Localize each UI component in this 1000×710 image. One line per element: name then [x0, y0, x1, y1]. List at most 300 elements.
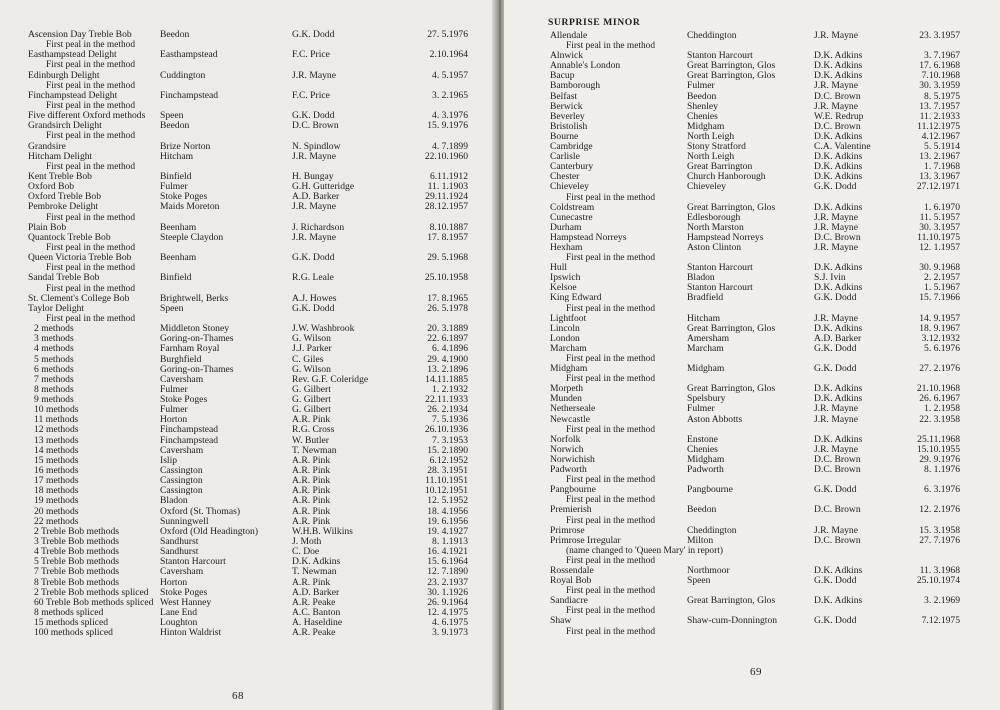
- peal-date: 11. 2.1933: [919, 110, 960, 122]
- peal-place: Stoke Poges: [160, 191, 208, 203]
- peal-ringer: D.K. Adkins: [814, 564, 863, 576]
- method-note: First peal in the method: [46, 131, 136, 142]
- peal-date: 7.12.1975: [921, 615, 960, 627]
- peal-place: Farnham Royal: [160, 343, 220, 355]
- peal-name: 5 methods: [34, 353, 74, 365]
- peal-name: Chester: [550, 171, 580, 183]
- peal-date: 12. 7.1890: [427, 566, 468, 578]
- peal-name: Grandsirch Delight: [28, 120, 102, 132]
- peal-row: [0, 385, 496, 395]
- peal-date: 27. 2.1976: [919, 363, 960, 375]
- peal-place: Burghfield: [160, 353, 202, 365]
- peal-name: Chieveley: [550, 181, 589, 193]
- peal-date: 15. 7.1966: [919, 292, 960, 304]
- peal-date: 19. 6.1956: [427, 515, 468, 527]
- peal-ringer: D.C. Brown: [814, 504, 861, 516]
- peal-date: 28. 3.1951: [427, 465, 468, 477]
- peal-row: [504, 415, 1000, 425]
- peal-place: Finchampstead: [160, 89, 219, 101]
- peal-date: 22.11.1933: [425, 394, 468, 406]
- peal-place: Speen: [160, 110, 184, 122]
- peal-ringer: A.R. Pink: [292, 454, 331, 466]
- peal-place: Cassington: [160, 485, 203, 497]
- peal-place: Great Barrington, Glos: [687, 383, 776, 395]
- peal-date: 25.10.1974: [916, 575, 960, 587]
- peal-ringer: J.R. Mayne: [814, 241, 858, 253]
- peal-name: Oxford Bob: [28, 181, 75, 193]
- peal-name: 3 methods: [34, 333, 74, 345]
- peal-row: [0, 375, 496, 385]
- peal-ringer: C. Doe: [292, 546, 320, 558]
- method-note: First peal in the method: [566, 495, 656, 506]
- peal-place: Sandhurst: [160, 536, 199, 548]
- peal-place: Aston Abbotts: [687, 413, 743, 425]
- peal-place: Milton: [687, 534, 714, 546]
- note-row: [0, 314, 496, 324]
- peal-place: Beedon: [687, 90, 717, 102]
- peal-name: 8 Treble Bob methods: [34, 576, 120, 588]
- peal-ringer: G. Gilbert: [292, 383, 331, 395]
- peal-place: Shaw-cum-Donnington: [687, 615, 778, 627]
- method-note: First peal in the method: [566, 253, 656, 264]
- peal-ringer: A.J. Howes: [292, 292, 337, 304]
- peal-ringer: D.K. Adkins: [814, 171, 863, 183]
- section-heading: SURPRISE MINOR: [548, 17, 641, 28]
- peal-name: Belfast: [550, 90, 578, 102]
- peal-row: [0, 355, 496, 365]
- peal-date: 29. 5.1968: [427, 252, 468, 264]
- peal-place: Easthampstead: [160, 49, 218, 61]
- peal-ringer: D.K. Adkins: [814, 383, 863, 395]
- peal-row: [504, 576, 1000, 586]
- peal-place: Stoke Poges: [160, 586, 208, 598]
- peal-date: 5. 5.1914: [924, 141, 960, 153]
- peal-date: 26. 6.1967: [919, 393, 960, 405]
- peal-date: 8.10.1887: [429, 221, 468, 233]
- peal-date: 16. 4.1921: [427, 546, 468, 558]
- peal-name: London: [550, 332, 580, 344]
- peal-place: Horton: [160, 576, 188, 588]
- peal-place: Stanton Harcourt: [687, 50, 753, 62]
- peal-date: 18. 4.1956: [427, 505, 468, 517]
- peal-name: 6 methods: [34, 363, 74, 375]
- method-note: First peal in the method: [566, 515, 656, 526]
- peal-place: Horton: [160, 414, 188, 426]
- peal-ringer: J.R. Mayne: [814, 211, 858, 223]
- peal-name: Royal Bob: [550, 575, 592, 587]
- peal-row: [0, 304, 496, 314]
- peal-ringer: Rev. G.F. Coleridge: [292, 373, 369, 385]
- peal-name: Marcham: [550, 342, 587, 354]
- peal-ringer: J.R. Mayne: [814, 524, 858, 536]
- peal-place: Brize Norton: [160, 140, 211, 152]
- peal-name: Pangbourne: [550, 484, 596, 496]
- method-note: (name changed to 'Queen Mary' in report): [566, 545, 723, 556]
- peal-name: Cambridge: [550, 141, 593, 153]
- peal-name: Beverley: [550, 110, 585, 122]
- peal-place: North Marston: [687, 221, 744, 233]
- peal-name: 2 methods: [34, 323, 74, 335]
- peal-date: 12. 5.1952: [427, 495, 468, 507]
- peal-date: 6.11.1912: [429, 170, 468, 182]
- peal-ringer: G. Gilbert: [292, 404, 331, 416]
- peal-name: Sandiacre: [550, 595, 588, 607]
- peal-name: Pembroke Delight: [28, 201, 99, 213]
- peal-place: Binfield: [160, 272, 192, 284]
- peal-name: Netherseale: [550, 403, 596, 415]
- peal-ringer: J.R. Mayne: [292, 231, 336, 243]
- peal-name: 20 methods: [34, 505, 79, 517]
- peal-name: Oxford Treble Bob: [28, 191, 102, 203]
- peal-date: 3.12.1932: [921, 332, 960, 344]
- peal-name: 22 methods: [34, 515, 79, 527]
- peal-ringer: D.K. Adkins: [814, 151, 863, 163]
- peal-place: Stony Stratford: [687, 141, 746, 153]
- peal-name: Hull: [550, 262, 568, 274]
- peal-date: 2. 2.1957: [924, 272, 960, 284]
- peal-name: 10 methods: [34, 404, 79, 416]
- peal-name: Cunecastre: [550, 211, 593, 223]
- peal-name: Berwick: [550, 100, 583, 112]
- peal-ringer: D.C. Brown: [814, 464, 861, 476]
- peal-ringer: C.A. Valentine: [814, 141, 871, 153]
- peal-date: 11.10.1951: [425, 475, 468, 487]
- note-row: [0, 131, 496, 141]
- peal-ringer: N. Spindlow: [292, 140, 341, 152]
- peal-name: 3 Treble Bob methods: [34, 536, 120, 548]
- peal-ringer: J.R. Mayne: [814, 443, 858, 455]
- note-row: [504, 627, 1000, 637]
- peal-date: 12. 4.1975: [427, 607, 468, 619]
- peal-row: [0, 152, 496, 162]
- peal-place: Binfield: [160, 170, 192, 182]
- peal-place: Great Barrington, Glos: [687, 201, 776, 213]
- peal-place: Aston Clinton: [687, 241, 742, 253]
- peal-date: 1. 6.1970: [924, 201, 960, 213]
- peal-name: 15 methods spliced: [34, 617, 109, 629]
- peal-name: Kent Treble Bob: [28, 170, 92, 182]
- peal-ringer: A.R. Pink: [292, 475, 331, 487]
- peal-place: Loughton: [160, 617, 198, 629]
- peal-place: Padworth: [687, 464, 724, 476]
- peal-place: Brightwell, Berks: [160, 292, 229, 304]
- peal-ringer: G. Wilson: [292, 333, 331, 345]
- peal-row: [504, 31, 1000, 41]
- peal-ringer: D.K. Adkins: [814, 393, 863, 405]
- peal-date: 1. 7.1968: [924, 161, 960, 173]
- peal-date: 26.10.1936: [424, 424, 468, 436]
- note-row: [504, 546, 1000, 556]
- peal-row: [0, 202, 496, 212]
- method-note: First peal in the method: [566, 354, 656, 364]
- peal-ringer: A.R. Peake: [292, 627, 336, 639]
- peal-place: Church Hanborough: [687, 171, 766, 183]
- peal-place: Hampstead Norreys: [687, 231, 764, 243]
- peal-date: 29. 4.1900: [427, 353, 468, 365]
- peal-ringer: G.K. Dodd: [292, 110, 335, 122]
- peal-ringer: J.R. Mayne: [814, 312, 858, 324]
- peal-ringer: G.K. Dodd: [814, 615, 857, 627]
- peal-ringer: D.C. Brown: [292, 120, 339, 132]
- peal-ringer: G.K. Dodd: [814, 484, 857, 496]
- peal-date: 10.12.1951: [424, 485, 468, 497]
- peal-ringer: J.R. Mayne: [814, 30, 858, 41]
- peal-date: 17. 6.1968: [919, 60, 960, 72]
- peal-row: [0, 273, 496, 283]
- peal-row: [504, 182, 1000, 192]
- peal-date: 12. 1.1957: [919, 241, 960, 253]
- peal-date: 15.10.1955: [916, 443, 960, 455]
- peal-ringer: A.R. Pink: [292, 576, 331, 588]
- peal-date: 1. 5.1967: [924, 282, 960, 294]
- method-note: First peal in the method: [566, 41, 656, 52]
- peal-ringer: W.H.B. Wilkins: [292, 525, 353, 537]
- peal-place: Fulmer: [160, 181, 188, 193]
- peal-name: Bacup: [550, 70, 575, 82]
- peal-date: 13. 3.1967: [919, 171, 960, 183]
- peal-ringer: D.C. Brown: [814, 120, 861, 132]
- peal-date: 23. 2.1937: [427, 576, 468, 588]
- peal-date: 26. 5.1978: [427, 302, 468, 314]
- peal-row: [504, 293, 1000, 303]
- peal-place: Speen: [687, 575, 711, 587]
- peal-ringer: A.D. Barker: [292, 586, 340, 598]
- peal-date: 13. 2.1896: [427, 363, 468, 375]
- peal-place: Great Barrington: [687, 161, 753, 173]
- peal-place: Cheddington: [687, 30, 737, 41]
- peal-name: Sandal Treble Bob: [28, 272, 100, 284]
- peal-name: Canterbury: [550, 161, 594, 173]
- peal-date: 29. 9.1976: [919, 453, 960, 465]
- peal-date: 1. 2.1958: [924, 403, 960, 415]
- peal-place: Caversham: [160, 373, 204, 385]
- peal-ringer: D.K. Adkins: [814, 433, 863, 445]
- peal-date: 22.10.1960: [424, 150, 468, 162]
- peal-date: 25.11.1968: [917, 433, 960, 445]
- peal-name: 2 Treble Bob methods: [34, 525, 120, 537]
- peal-name: 18 methods: [34, 485, 79, 497]
- peal-row: [0, 50, 496, 60]
- peal-ringer: J. Moth: [292, 536, 322, 548]
- peal-date: 5. 6.1976: [924, 342, 960, 354]
- peal-ringer: D.K. Adkins: [292, 556, 341, 568]
- peal-place: Amersham: [687, 332, 730, 344]
- peal-place: Fulmer: [687, 80, 715, 92]
- peal-date: 18. 9.1967: [919, 322, 960, 334]
- peal-ringer: G.K. Dodd: [814, 181, 857, 193]
- peal-name: 60 Treble Bob methods spliced: [34, 596, 154, 608]
- peal-date: 6.12.1952: [429, 454, 468, 466]
- peal-date: 27. 7.1976: [919, 534, 960, 546]
- peal-ringer: A.R. Pink: [292, 485, 331, 497]
- peal-date: 14.11.1885: [425, 373, 468, 385]
- peal-date: 15. 3.1958: [919, 524, 960, 536]
- peal-date: 30. 9.1968: [919, 262, 960, 274]
- peal-name: Bristolish: [550, 120, 588, 132]
- peal-ringer: J.R. Mayne: [814, 80, 858, 92]
- peal-ringer: J.R. Mayne: [292, 201, 336, 213]
- peal-name: Munden: [550, 393, 582, 405]
- peal-ringer: R.G. Cross: [292, 424, 335, 436]
- peal-ringer: J.R. Mayne: [814, 221, 858, 233]
- peal-place: Midgham: [687, 120, 725, 132]
- peal-row: [504, 536, 1000, 546]
- peal-name: 2 Treble Bob methods spliced: [34, 586, 149, 598]
- peal-row: [504, 505, 1000, 515]
- peal-date: 26. 9.1964: [427, 596, 468, 608]
- peal-place: Stanton Harcourt: [687, 282, 753, 294]
- right-peal-list: [504, 31, 1000, 637]
- peal-place: Fulmer: [687, 403, 715, 415]
- peal-ringer: D.K. Adkins: [814, 60, 863, 72]
- method-note: First peal in the method: [566, 555, 656, 566]
- peal-row: [0, 344, 496, 354]
- peal-ringer: D.C. Brown: [814, 534, 861, 546]
- peal-name: Ascension Day Treble Bob: [28, 29, 132, 40]
- peal-name: King Edward: [550, 292, 602, 304]
- peal-name: 13 methods: [34, 434, 79, 446]
- peal-row: [0, 172, 496, 182]
- peal-place: Bladon: [687, 272, 715, 284]
- peal-name: Queen Victoria Treble Bob: [28, 252, 132, 264]
- peal-ringer: H. Bungay: [292, 170, 334, 182]
- peal-ringer: F.C. Price: [292, 49, 330, 61]
- peal-place: Middleton Stoney: [160, 323, 230, 335]
- peal-date: 22. 3.1958: [919, 413, 960, 425]
- peal-ringer: G.K. Dodd: [292, 252, 335, 264]
- method-note: First peal in the method: [46, 242, 136, 253]
- peal-name: Hitcham Delight: [28, 150, 93, 162]
- peal-ringer: D.C. Brown: [814, 90, 861, 102]
- peal-ringer: G.H. Gutteridge: [292, 181, 355, 193]
- peal-place: Edlesborough: [687, 211, 741, 223]
- peal-name: 4 Treble Bob methods: [34, 546, 120, 558]
- peal-name: Annable's London: [550, 60, 621, 72]
- peal-name: Lincoln: [550, 322, 580, 334]
- peal-name: Hampstead Norreys: [550, 231, 627, 243]
- peal-place: Chenies: [687, 443, 718, 455]
- peal-ringer: G. Gilbert: [292, 394, 331, 406]
- peal-date: 14. 9.1957: [919, 312, 960, 324]
- peal-date: 29.11.1924: [425, 191, 468, 203]
- peal-date: 7.10.1968: [921, 70, 960, 82]
- peal-ringer: G. Wilson: [292, 363, 331, 375]
- peal-date: 17. 8.1965: [427, 292, 468, 304]
- peal-name: Easthampstead Delight: [28, 49, 117, 61]
- peal-name: 8 methods: [34, 383, 74, 395]
- peal-date: 13. 7.1957: [919, 100, 960, 112]
- peal-name: Durham: [550, 221, 582, 233]
- peal-name: 11 methods: [34, 414, 79, 426]
- peal-name: Newcastle: [550, 413, 590, 425]
- peal-name: Plain Bob: [28, 221, 67, 233]
- peal-date: 2.10.1964: [429, 49, 468, 61]
- peal-date: 25.10.1958: [424, 272, 468, 284]
- peal-ringer: J.R. Mayne: [292, 150, 336, 162]
- method-note: First peal in the method: [46, 263, 136, 274]
- peal-date: 11. 1.1903: [427, 181, 468, 193]
- peal-place: West Hanney: [160, 596, 212, 608]
- peal-date: 26. 2.1934: [427, 404, 468, 416]
- peal-ringer: S.J. Ivin: [814, 272, 846, 284]
- peal-name: Shaw: [550, 615, 572, 627]
- peal-place: Cheddington: [687, 524, 737, 536]
- right-page: [504, 0, 1000, 710]
- peal-place: Chieveley: [687, 181, 726, 193]
- peal-ringer: C. Giles: [292, 353, 324, 365]
- peal-ringer: A.R. Pink: [292, 414, 331, 426]
- peal-name: 14 methods: [34, 444, 79, 456]
- method-note: First peal in the method: [46, 60, 136, 71]
- peal-place: Speen: [160, 302, 184, 314]
- peal-ringer: A.R. Pink: [292, 505, 331, 517]
- peal-place: Cassington: [160, 465, 203, 477]
- peal-name: 8 methods spliced: [34, 607, 104, 619]
- peal-ringer: G.K. Dodd: [292, 302, 335, 314]
- peal-row: [0, 91, 496, 101]
- peal-place: Bladon: [160, 495, 188, 507]
- method-note: First peal in the method: [46, 283, 136, 294]
- peal-place: Stanton Harcourt: [687, 262, 753, 274]
- peal-ringer: A. Haseldine: [292, 617, 343, 629]
- peal-place: Steeple Claydon: [160, 231, 224, 243]
- peal-ringer: D.K. Adkins: [814, 322, 863, 334]
- peal-place: Fulmer: [160, 404, 188, 416]
- peal-place: Oxford (Old Headington): [160, 525, 259, 537]
- peal-date: 30. 3.1959: [919, 80, 960, 92]
- peal-name: Norfolk: [550, 433, 581, 445]
- peal-name: Five different Oxford methods: [28, 110, 146, 122]
- peal-ringer: J.W. Washbrook: [292, 323, 355, 335]
- peal-ringer: A.D. Barker: [292, 191, 340, 203]
- method-note: First peal in the method: [566, 192, 656, 203]
- method-note: First peal in the method: [566, 606, 656, 617]
- method-note: First peal in the method: [566, 303, 656, 314]
- peal-date: 19. 4.1927: [427, 525, 468, 537]
- peal-place: Oxford (St. Thomas): [160, 505, 241, 517]
- peal-row: [0, 233, 496, 243]
- peal-place: Chenies: [687, 110, 718, 122]
- peal-name: Quantock Treble Bob: [28, 231, 111, 243]
- peal-date: 3. 2.1969: [924, 595, 960, 607]
- peal-date: 8. 1.1913: [432, 536, 468, 548]
- peal-name: 19 methods: [34, 495, 79, 507]
- peal-name: Allendale: [550, 30, 588, 41]
- peal-name: 100 methods spliced: [34, 627, 113, 639]
- peal-ringer: D.K. Adkins: [814, 130, 863, 142]
- peal-date: 6. 4.1896: [432, 343, 468, 355]
- peal-name: Edinburgh Delight: [28, 69, 100, 81]
- left-page-number: 68: [232, 690, 244, 702]
- method-note: First peal in the method: [566, 475, 656, 486]
- peal-name: Rossendale: [550, 564, 594, 576]
- peal-ringer: J.J. Parker: [292, 343, 332, 355]
- method-note: First peal in the method: [46, 161, 136, 172]
- peal-place: Beedon: [160, 29, 190, 40]
- peal-date: 12. 2.1976: [919, 504, 960, 516]
- peal-ringer: A.R. Pink: [292, 515, 331, 527]
- method-note: First peal in the method: [566, 626, 656, 637]
- peal-date: 30. 1.1926: [427, 586, 468, 598]
- peal-place: Beedon: [160, 120, 190, 132]
- peal-date: 27. 5.1976: [427, 29, 468, 40]
- peal-place: Caversham: [160, 444, 204, 456]
- peal-ringer: D.K. Adkins: [814, 282, 863, 294]
- peal-place: Finchampstead: [160, 424, 219, 436]
- peal-place: Stoke Poges: [160, 394, 208, 406]
- method-note: First peal in the method: [46, 80, 136, 91]
- peal-ringer: R.G. Leale: [292, 272, 334, 284]
